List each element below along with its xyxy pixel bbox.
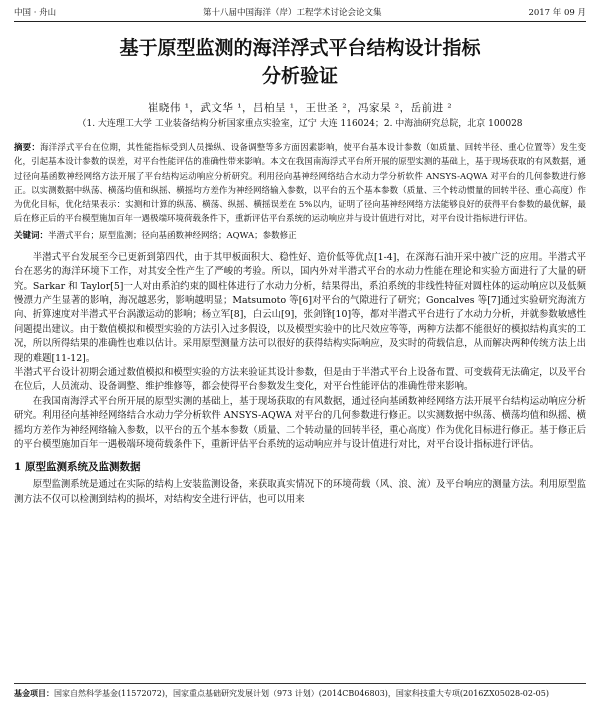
header-location: 中国 · 舟山 — [14, 8, 57, 18]
keywords-text: 半潜式平台；原型监测；径向基函数神经网络；AQWA；参数修正 — [48, 230, 297, 241]
header-proceedings-title: 第十八届中国海洋（岸）工程学术讨论会论文集 — [203, 8, 382, 18]
abstract — [14, 141, 586, 227]
title-line-1: 基于原型监测的海洋浮式平台结构设计指标 — [119, 37, 481, 59]
header-date: 2017 年 09 月 — [528, 8, 586, 18]
section-heading-1: 1 原型监测系统及监测数据 — [14, 461, 141, 474]
paragraph-3: 在我国南海浮式平台所开展的原型实测的基础上，基于现场获取的有风数据，通过径向基函数神经网络方法开展平台结构运动响应分析研究。利用径向基神经网络结合水动力学分析软件 ANSYS-AQWA 对平台的几何参数进行修正。以实测数据中纵荡、横荡均值和纵摇、横摇均方差作为神经网络输入参数，以平台的五个基本参数（质量、二个转动量的回转半径，重心高度）作为优化目标进行修正。基于修正后的平台模型施加百年一遇极端环境荷载条件下，重新评估平台系统的运动响应并与设计值进行对比，对平台设计指标进行评估。 — [14, 395, 586, 451]
keywords-label: 关键词： — [14, 230, 49, 241]
body-text — [14, 251, 586, 508]
abstract-label: 摘要： — [14, 143, 41, 153]
author-list: 崔晓伟 ¹，武文华 ¹，吕柏呈 ¹，王世圣 ²，冯家杲 ²，岳前进 ² — [147, 102, 453, 114]
keywords — [14, 229, 586, 243]
footnote-label: 基金项目： — [14, 688, 54, 698]
paragraph-2: 半潜式平台设计初期会通过数值模拟和模型实验的方法来验证其设计参数，但是由于半潜式平台上设备布置、可变载荷无法确定，以及平台在位后，人员流动、设备调整、维护维修等，都会使得平台参数发生变化，对平台性能评估的准确性带来影响。 — [14, 367, 586, 393]
running-header — [14, 0, 586, 22]
paragraph-1: 半潜式平台发展至今已更新到第四代，由于其甲板面积大、稳性好、造价低等优点[1-4]，在深海石油开采中被广泛的应用。半潜式平台在恶劣的海洋环境下工作，对其安全性产生了严峻的考验。所以，国内外对半潜式平台的水动力性能在理论和实验方面进行了大量的研究。Sarkar 和 Taylor[5]一人对由系泊约束的圆柱体进行了水动力分析，结果得出，系泊系统的非线性特征对圆柱体的运动响应以及低频慢漂力产生显著的影响，海况越恶劣，影响越明显；Matsumoto 等[6]对平台的气隙进行了研究；Goncalves 等[7]通过实验研究海流方向、折算速度对半潜式平台涡激运动的影响；杨立军[8]，白云山[9]，张剑锋[10]等，都对半潜式平台进行了水动力分析，并就参数敏感性问题提出建议。由于数值模拟和模型实验的方法引入过多假设，以及模型实验中的比尺效应等等，两种方法都不能很好的模拟结构真实的工况，所以所得结果的准确性也难以估计。采用原型测量方法可以很好的获得结构实际响应，及实时的荷载信息，从而解决两种传统方法上出现的难题[11-12]。 — [14, 251, 586, 364]
title-line-2: 分析验证 — [261, 65, 338, 87]
abstract-text: 海洋浮式平台在位期，其性能指标受到人员操纵、设备调整等多方面因素影响，使平台基本设计参数（如质量、回转半径、重心位置等）发生变化，引起基本设计参数的误差，对平台性能评估的准确性带来影响。本文在我国南海浮式平台所开展的原型实测的基础上，基于现场获取的有风数据，通过径向基函数神经网络方法开展了平台结构运动响应分析研究。利用径向基神经网络结合水动力学分析软件 ANSYS-AQWA 对平台的几何参数进行修正。以实测数据中纵荡、横荡均值和纵摇、横摇均方差作为神经网络输入参数，以平台的五个基本参数（质量、三个转动惯量的回转半径、重心高度）作为优化目标，优化结果表示：实测和计算的纵荡、横荡、纵摇、横摇误差在 5%以内，证明了径向基神经网络方法能够良好的获得平台参数的最优解，最后在修正后的平台模型施加百年一遇极端环境荷载条件下，重新评估平台系统的运动响应并与设计值进行对比，对平台设计指标进行评估。 — [14, 143, 586, 225]
paragraph-4: 原型监测系统是通过在实际的结构上安装监测设备，来获取真实情况下的环境荷载（风、浪、流）及平台响应的测量方法。利用原型监测方法不仅可以检测到结构的损坏，对结构安全进行评估，也可以用来 — [14, 479, 586, 505]
affiliation: （1. 大连理工大学 工业装备结构分析国家重点实验室，辽宁 大连 116024；2. 中海油研究总院，北京 100028 — [77, 119, 523, 129]
paper-title — [14, 34, 586, 90]
funding-footnote — [14, 683, 586, 700]
footnote-text: 国家自然科学基金(11572072)，国家重点基础研究发展计划（973 计划）(2014CB046803)，国家科技重大专项(2016ZX05028-02-05) — [54, 689, 549, 698]
